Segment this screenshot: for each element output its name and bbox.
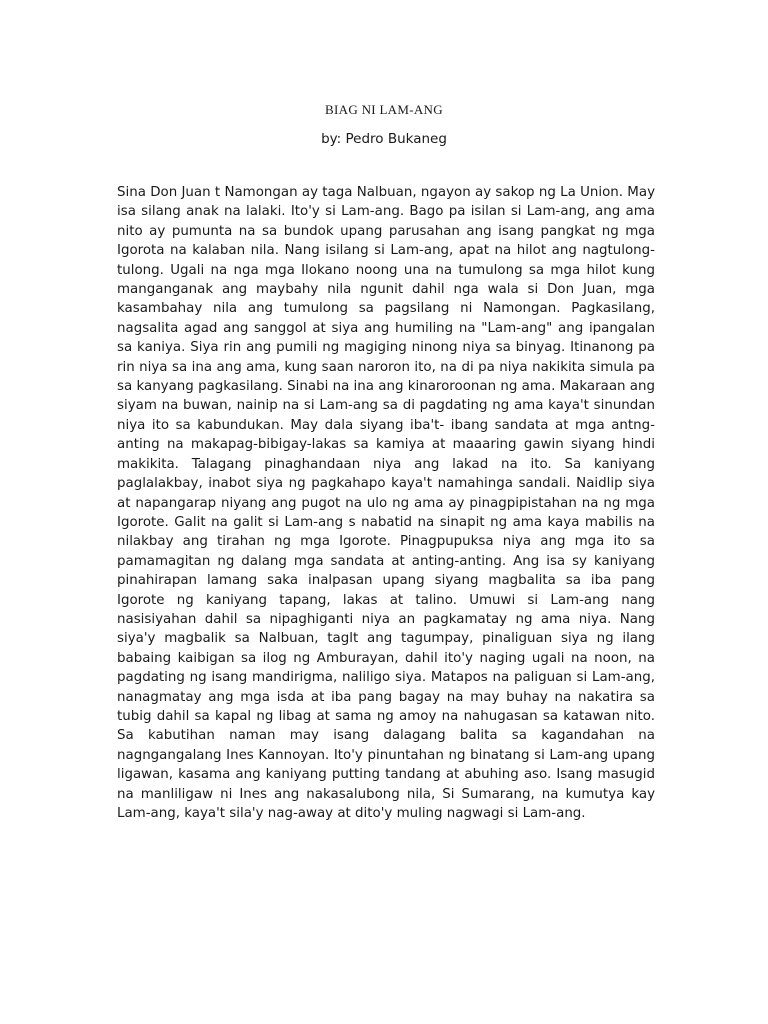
document-body-paragraph: Sina Don Juan t Namongan ay taga Nalbuan, ngayon ay sakop ng La Union. May isa silang anak na lalaki. Ito'y si Lam-ang. Bago pa isilan si Lam-ang, ang ama nito ay pumunta na sa bundok upang parusahan ang isang pangkat ng mga Igorota na kalaban nila. Nang isilang si Lam-ang, apat na hilot ang nagtulong-tulong. Ugali na nga mga Ilokano noong una na tumulong sa mga hilot kung manganganak ang maybahy nila ngunit dahil nga wala si Don Juan, mga kasambahay nila ang tumulong sa pagsilang ni Namongan. Pagkasilang, nagsalita agad ang sanggol at siya ang humiling na "Lam-ang" ang ipangalan sa kaniya. Siya rin ang pumili ng magiging ninong niya sa binyag. Itinanong pa rin niya sa ina ang ama, kung saan naroron ito, na di pa niya nakikita simula pa sa kanyang pagkasilang. Sinabi na ina ang kinaroroonan ng ama. Makaraan ang siyam na buwan, nainip na si Lam-ang sa di pagdating ng ama kaya't sinundan niya ito sa kabundukan. May dala siyang iba't- ibang sandata at mga antng-anting na makapag-bibigay-lakas sa kamiya at maaaring gawin siyang hindi makikita. Talagang pinaghandaan niya ang lakad na ito. Sa kaniyang paglalakbay, inabot siya ng pagkahapo kaya't namahinga sandali. Naidlip siya at napangarap niyang ang pugot na ulo ng ama ay pinagpipistahan na ng mga Igorote. Galit na galit si Lam-ang s nabatid na sinapit ng ama kaya mabilis na nilakbay ang tirahan ng mga Igorote. Pinagpupuksa niya ang mga ito sa pamamagitan ng dalang mga sandata at anting-anting. Ang isa sy kaniyang pinahirapan lamang saka inalpasan upang siyang magbalita sa iba pang Igorote ng kaniyang tapang, lakas at talino. Umuwi si Lam-ang nang nasisiyahan dahil sa nipaghiganti niya an pagkamatay ng ama niya. Nang siya'y magbalik sa Nalbuan, taglt ang tagumpay, pinaliguan siya ng ilang babaing kaibigan sa ilog ng Amburayan, dahil ito'y naging ugali na noon, na pagdating ng isang mandirigma, naliligo siya. Matapos na paliguan si Lam-ang, nanagmatay ang mga isda at iba pang bagay na may buhay na nakatira sa tubig dahil sa kapal ng libag at sama ng amoy na nahugasan sa katawan nito. Sa kabutihan naman may isang dalagang balita sa kagandahan na nagngangalang Ines Kannoyan. Ito'y pinuntahan ng binatang si Lam-ang upang ligawan, kasama ang kaniyang putting tandang at abuhing aso. Isang masugid na manliligaw ni Ines ang nakasalubong nila, Si Sumarang, na kumutya kay Lam-ang, kaya't sila'y nag-away at dito'y muling nagwagi si Lam-ang. <box>117 185 655 821</box>
document-title: BIAG NI LAM-ANG <box>325 102 443 117</box>
document-author: by: Pedro Bukaneg <box>321 131 447 147</box>
